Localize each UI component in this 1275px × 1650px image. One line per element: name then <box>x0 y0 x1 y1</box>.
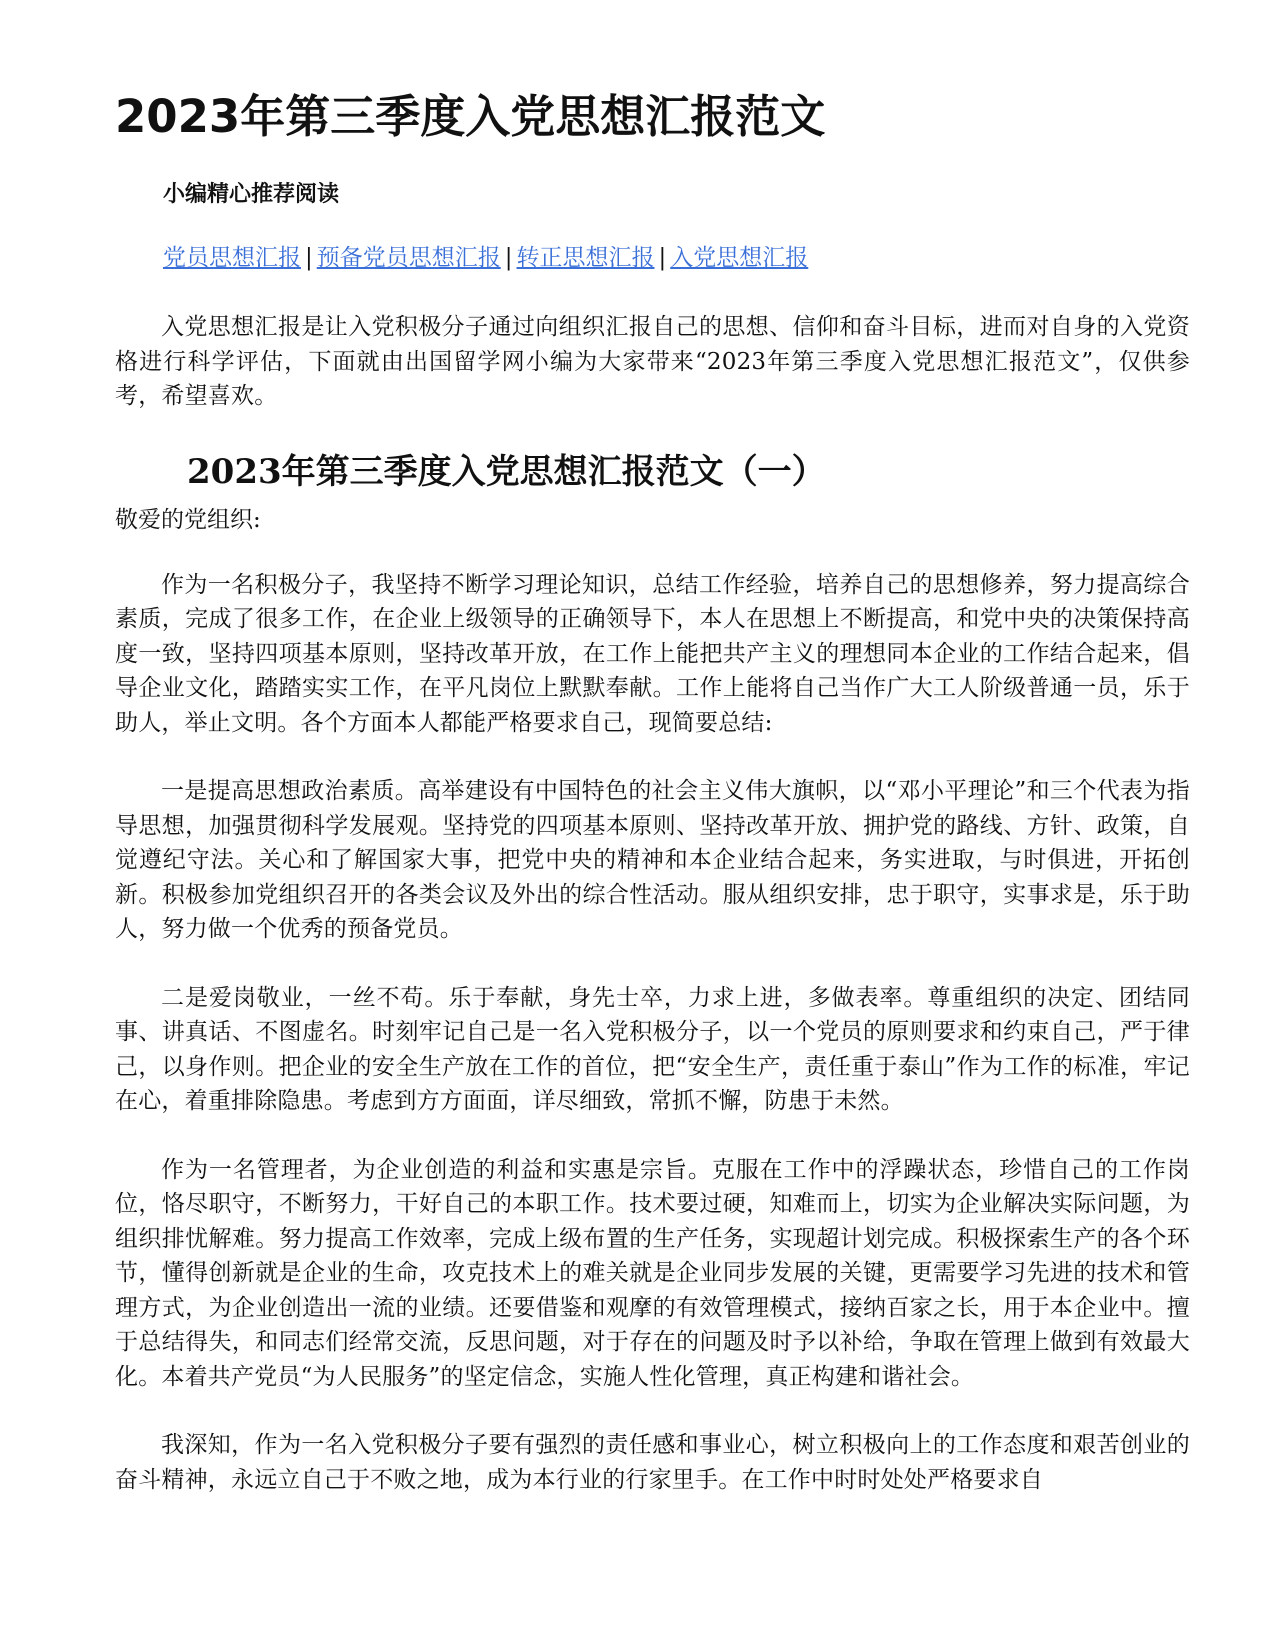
link-formal-member-report[interactable]: 转正思想汇报 <box>516 245 655 271</box>
link-probationary-member-report[interactable]: 预备党员思想汇报 <box>316 245 501 271</box>
document-page <box>115 82 1190 1531</box>
recommended-links <box>163 240 1190 276</box>
link-join-party-report[interactable]: 入党思想汇报 <box>670 245 809 271</box>
body-paragraph: 我深知，作为一名入党积极分子要有强烈的责任感和事业心，树立积极向上的工作态度和艰苦创业的奋斗精神，永远立自己于不败之地，成为本行业的行家里手。在工作中时时处处严格要求自 <box>115 1432 1190 1493</box>
document-title: 2023年第三季度入党思想汇报范文 <box>115 90 826 143</box>
link-separator: | <box>504 245 513 271</box>
recommend-label: 小编精心推荐阅读 <box>163 181 340 207</box>
link-separator: | <box>658 245 667 271</box>
link-party-member-report[interactable]: 党员思想汇报 <box>163 245 301 271</box>
body-paragraph: 一是提高思想政治素质。高举建设有中国特色的社会主义伟大旗帜，以“邓小平理论”和三个代表为指导思想，加强贯彻科学发展观。坚持党的四项基本原则、坚持改革开放、拥护党的路线、方针、政策，自觉遵纪守法。关心和了解国家大事，把党中央的精神和本企业结合起来，务实进取，与时俱进，开拓创新。积极参加党组织召开的各类会议及外出的综合性活动。服从组织安排，忠于职守，实事求是，乐于助人，努力做一个优秀的预备党员。 <box>115 778 1190 942</box>
salutation: 敬爱的党组织: <box>115 506 261 533</box>
body-paragraph: 二是爱岗敬业，一丝不苟。乐于奉献，身先士卒，力求上进，多做表率。尊重组织的决定、团结同事、讲真话、不图虚名。时刻牢记自己是一名入党积极分子，以一个党员的原则要求和约束自己，严于律己，以身作则。把企业的安全生产放在工作的首位，把“安全生产，责任重于泰山”作为工作的标准，牢记在心，着重排除隐患。考虑到方方面面，详尽细致，常抓不懈，防患于未然。 <box>115 984 1190 1114</box>
intro-paragraph: 入党思想汇报是让入党积极分子通过向组织汇报自己的思想、信仰和奋斗目标，进而对自身的入党资格进行科学评估，下面就由出国留学网小编为大家带来“2023年第三季度入党思想汇报范文”，仅供参考，希望喜欢。 <box>115 314 1190 409</box>
link-separator: | <box>305 245 313 271</box>
body-paragraph: 作为一名积极分子，我坚持不断学习理论知识，总结工作经验，培养自己的思想修养，努力提高综合素质，完成了很多工作，在企业上级领导的正确领导下，本人在思想上不断提高，和党中央的决策保持高度一致，坚持四项基本原则，坚持改革开放，在工作上能把共产主义的理想同本企业的工作结合起来，倡导企业文化，踏踏实实工作，在平凡岗位上默默奉献。工作上能将自己当作广大工人阶级普通一员，乐于助人，举止文明。各个方面本人都能严格要求自己，现简要总结: <box>115 571 1190 736</box>
section-title: 2023年第三季度入党思想汇报范文（一） <box>187 451 826 492</box>
body-paragraph: 作为一名管理者，为企业创造的利益和实惠是宗旨。克服在工作中的浮躁状态，珍惜自己的工作岗位，恪尽职守，不断努力，干好自己的本职工作。技术要过硬，知难而上，切实为企业解决实际问题，为组织排忧解难。努力提高工作效率，完成上级布置的生产任务，实现超计划完成。积极探索生产的各个环节，懂得创新就是企业的生命，攻克技术上的难关就是企业同步发展的关键，更需要学习先进的技术和管理方式，为企业创造出一流的业绩。还要借鉴和观摩的有效管理模式，接纳百家之长，用于本企业中。擅于总结得失，和同志们经常交流，反思问题，对于存在的问题及时予以补给，争取在管理上做到有效最大化。本着共产党员“为人民服务”的坚定信念，实施人性化管理，真正构建和谐社会。 <box>115 1156 1190 1390</box>
